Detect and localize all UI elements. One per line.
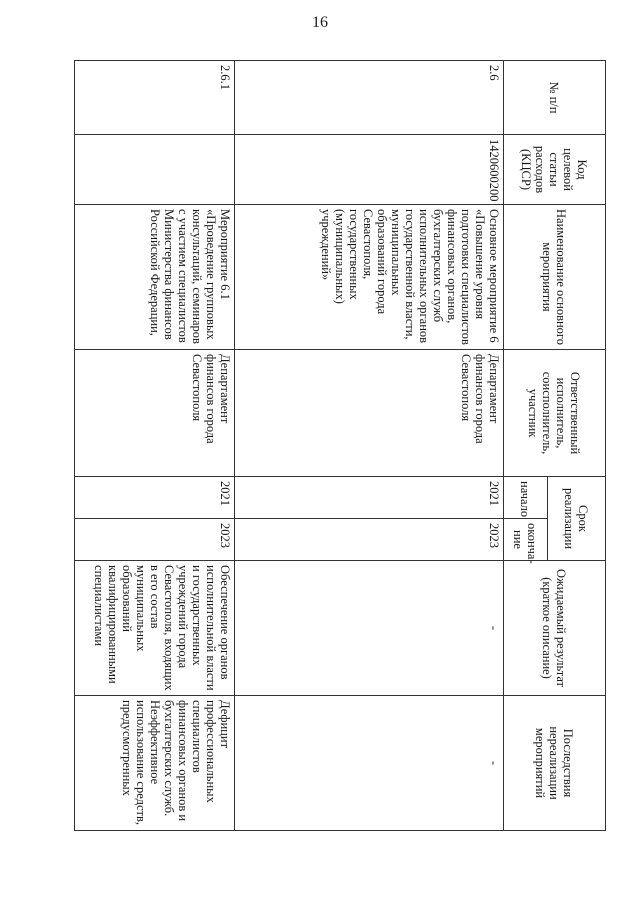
cell-end: 2023 (235, 519, 504, 561)
header-result: Ожидаемый результат (краткое описание) (504, 561, 606, 696)
header-end: оконча-ние (504, 519, 548, 561)
header-name: Наименование основного мероприятия (504, 205, 606, 350)
table-row (235, 61, 504, 831)
cell-consequences: - (235, 696, 504, 831)
rotated-table-container (74, 60, 606, 830)
cell-start: 2021 (75, 477, 235, 519)
cell-consequences: Дефицит профессиональных специалистов финансовых органов и бухгалтерских служб. Неэффективное использование средств, предусмотренных (75, 696, 235, 831)
cell-result: - (235, 561, 504, 696)
header-code: Код целевой статьи расходов (КЦСР) (504, 135, 606, 205)
header-consequences: Последствия нереализации мероприятий (504, 696, 606, 831)
cell-name: Основное мероприятие 6 «Повышение уровня подготовки специалистов финансовых органов, бухгалтерских служб исполнительных органов государственной власти, муниципальных образований города Севастополя, государственных (муниципальных) учреждений» (235, 205, 504, 350)
cell-start: 2021 (235, 477, 504, 519)
header-start: начало (504, 477, 548, 519)
cell-num: 2.6.1 (75, 61, 235, 135)
table-row (75, 61, 235, 831)
cell-code (75, 135, 235, 205)
cell-executor: Департамент финансов города Севастополя (75, 350, 235, 477)
cell-code: 1420600200 (235, 135, 504, 205)
header-period: Срок реализации (548, 477, 606, 561)
cell-num: 2.6 (235, 61, 504, 135)
header-row (548, 61, 606, 831)
cell-result: Обеспечение органов исполнительной власти и государственных учреждений города Севастополя, входящих в его состав муниципальных образований квалифицированными специалистами (75, 561, 235, 696)
header-num: № п/п (504, 61, 606, 135)
page-number: 16 (312, 14, 328, 31)
measures-table (74, 60, 606, 831)
cell-executor: Департамент финансов города Севастополя (235, 350, 504, 477)
cell-end: 2023 (75, 519, 235, 561)
header-executor: Ответственный исполнитель, соисполнитель, участник (504, 350, 606, 477)
cell-name: Мероприятие 6.1 «Проведение групповых консультаций, семинаров с участием специалистов Министерства финансов Российской Федерации, (75, 205, 235, 350)
